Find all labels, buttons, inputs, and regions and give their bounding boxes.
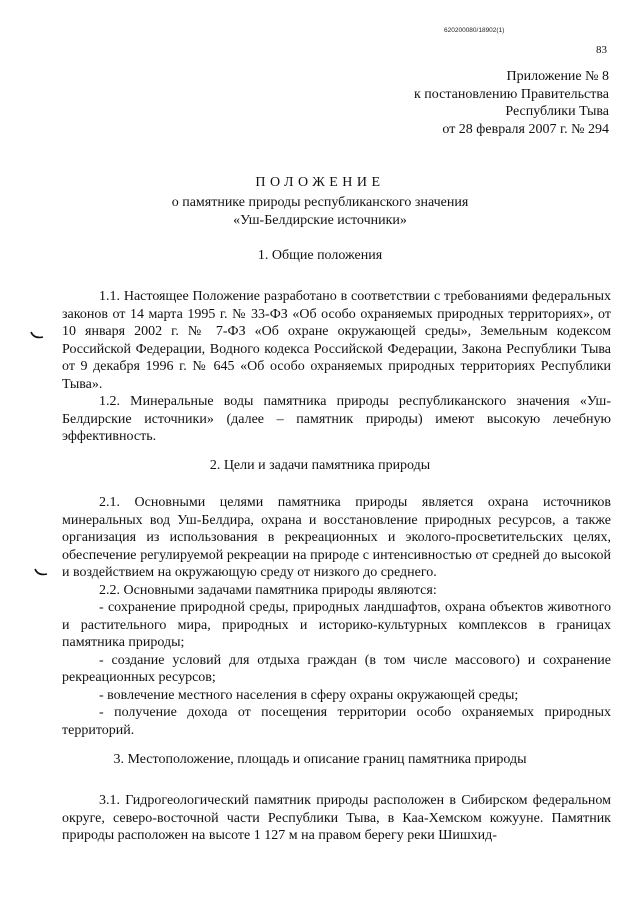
- page-number: 83: [596, 44, 607, 56]
- list-item: - создание условий для отдыха граждан (в том числе массового) и сохранение рекреационных ресурсов;: [62, 652, 611, 685]
- section-body-2: [62, 494, 611, 739]
- list-item: - сохранение природной среды, природных ландшафтов, охрана объектов животного и растительного мира, природных и историко-культурных комплексов в границах памятника природы;: [62, 600, 611, 650]
- section-body-1: [62, 288, 611, 446]
- paragraph: 3.1. Гидрогеологический памятник природы расположен в Сибирском федеральном округе, северо-восточной части Республики Тыва, в Каа-Хемском кожууне. Памятник природы расположен на высоте 1 127 м на правом берегу реки Шишхид-: [62, 793, 611, 843]
- paragraph: 1.1. Настоящее Положение разработано в соответствии с требованиями федеральных законов от 14 марта 1995 г. № 33-ФЗ «Об особо охраняемых природных территориях», от 10 января 2002 г. № 7-ФЗ «Об охране окружающей среды», Земельным кодексом Российской Федерации, Водного кодекса Российской Федерации, Закона Республики Тыва от 9 декабря 1996 г. № 645 «Об особо охраняемых природных территориях Республики Тыва».: [62, 289, 611, 392]
- appendix-line: Республики Тыва: [505, 104, 609, 119]
- appendix-block: [414, 68, 609, 138]
- list-item: - вовлечение местного населения в сферу охраны окружающей среды;: [99, 687, 519, 703]
- paragraph: 1.2. Минеральные воды памятника природы республиканского значения «Уш-Белдирские источники» (далее – памятник природы) имеют высокую лечебную эффективность.: [62, 394, 611, 444]
- section-body-3: [62, 792, 611, 845]
- appendix-line: Приложение № 8: [506, 69, 609, 84]
- check-mark-icon: [30, 330, 44, 340]
- list-item: - получение дохода от посещения территории особо охраняемых природных территорий.: [62, 705, 611, 738]
- paragraph: 2.2. Основными задачами памятника природы являются:: [99, 582, 437, 598]
- document-subtitle: [0, 194, 640, 229]
- section-heading-3: 3. Местоположение, площадь и описание границ памятника природы: [113, 752, 527, 767]
- appendix-line: к постановлению Правительства: [413, 86, 609, 102]
- subtitle-line: о памятнике природы республиканского значения: [171, 195, 469, 210]
- check-mark-icon: [34, 567, 48, 577]
- section-heading-1: 1. Общие положения: [257, 248, 383, 263]
- appendix-line: от 28 февраля 2007 г. № 294: [442, 121, 609, 137]
- section-heading-2: 2. Цели и задачи памятника природы: [209, 458, 431, 473]
- subtitle-line: «Уш-Белдирские источники»: [233, 212, 407, 228]
- document-title: ПОЛОЖЕНИЕ: [255, 175, 385, 190]
- paragraph: 2.1. Основными целями памятника природы является охрана источников минеральных вод Уш-Белдира, охрана и восстановление природных ресурсов, а также организация из использования в рекреационных и эколого-просветительских целях, обеспечение регулируемой рекреации на природе с интенсивностью от средней до высокой и воздействием на окружающую среду от низкого до среднего.: [62, 495, 611, 580]
- document-code: 620200080/18902(1): [444, 27, 505, 34]
